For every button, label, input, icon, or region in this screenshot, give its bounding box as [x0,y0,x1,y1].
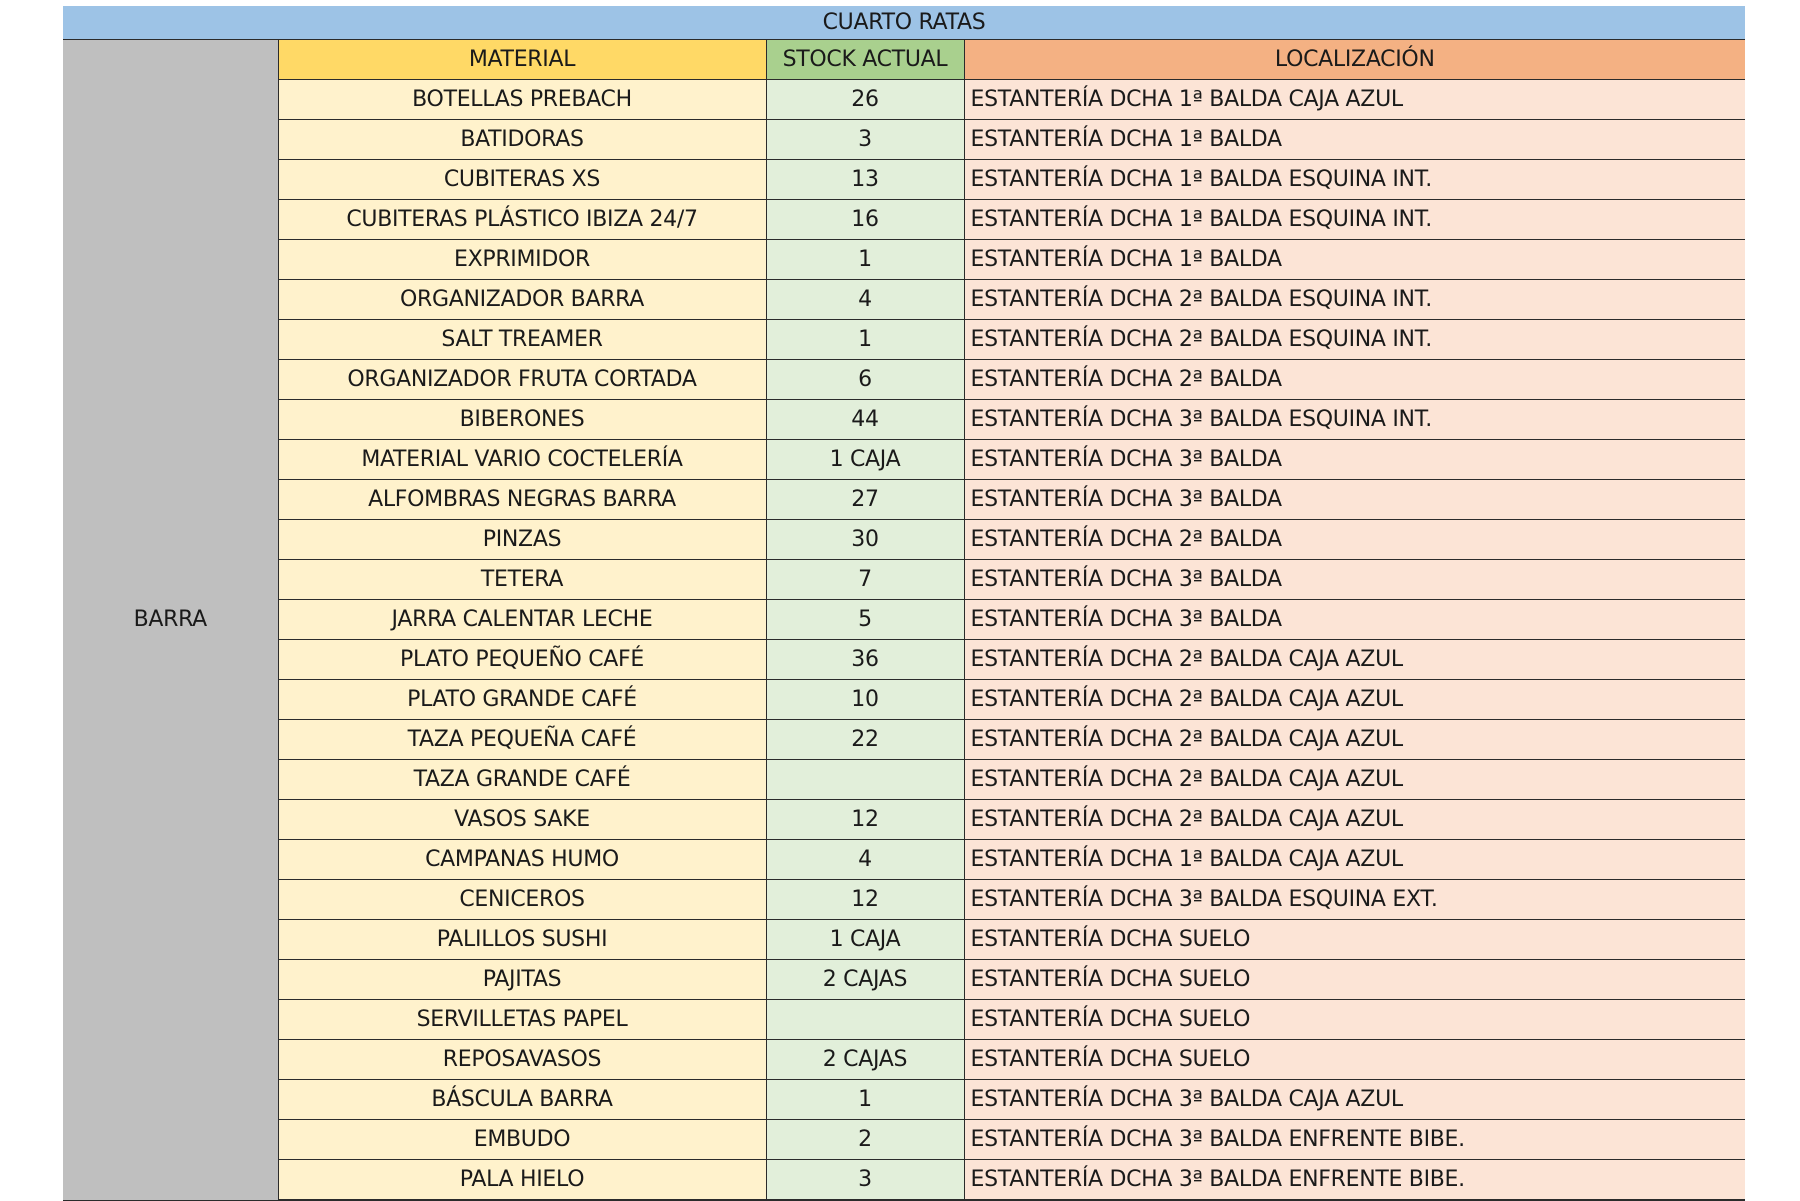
material-cell[interactable]: TAZA PEQUEÑA CAFÉ [278,720,766,760]
material-cell[interactable]: CUBITERAS XS [278,160,766,200]
material-cell[interactable]: MATERIAL VARIO COCTELERÍA [278,440,766,480]
stock-cell[interactable]: 13 [766,160,964,200]
table-row [63,800,1745,840]
stock-cell[interactable]: 4 [766,280,964,320]
location-cell[interactable]: ESTANTERÍA DCHA 1ª BALDA ESQUINA INT. [964,200,1745,240]
stock-cell[interactable]: 2 CAJAS [766,1040,964,1080]
material-cell[interactable]: PALA HIELO [278,1160,766,1201]
location-cell[interactable]: ESTANTERÍA DCHA 1ª BALDA CAJA AZUL [964,80,1745,120]
table-row [63,840,1745,880]
table-row [63,320,1745,360]
stock-cell[interactable]: 27 [766,480,964,520]
location-cell[interactable]: ESTANTERÍA DCHA 1ª BALDA CAJA AZUL [964,840,1745,880]
location-cell[interactable]: ESTANTERÍA DCHA 3ª BALDA ESQUINA INT. [964,400,1745,440]
location-cell[interactable]: ESTANTERÍA DCHA 1ª BALDA ESQUINA INT. [964,160,1745,200]
location-cell[interactable]: ESTANTERÍA DCHA 2ª BALDA CAJA AZUL [964,760,1745,800]
stock-cell[interactable]: 7 [766,560,964,600]
stock-cell[interactable]: 1 [766,1080,964,1120]
location-cell[interactable]: ESTANTERÍA DCHA 2ª BALDA [964,360,1745,400]
material-cell[interactable]: ORGANIZADOR FRUTA CORTADA [278,360,766,400]
material-cell[interactable]: PALILLOS SUSHI [278,920,766,960]
material-cell[interactable]: CAMPANAS HUMO [278,840,766,880]
location-cell[interactable]: ESTANTERÍA DCHA SUELO [964,920,1745,960]
location-cell[interactable]: ESTANTERÍA DCHA 3ª BALDA ENFRENTE BIBE. [964,1160,1745,1201]
location-cell[interactable]: ESTANTERÍA DCHA 3ª BALDA [964,560,1745,600]
material-cell[interactable]: REPOSAVASOS [278,1040,766,1080]
stock-cell[interactable]: 6 [766,360,964,400]
inventory-table [63,6,1745,1201]
table-row [63,560,1745,600]
stock-cell[interactable]: 30 [766,520,964,560]
stock-cell[interactable]: 12 [766,800,964,840]
stock-cell[interactable]: 22 [766,720,964,760]
material-cell[interactable]: BOTELLAS PREBACH [278,80,766,120]
location-cell[interactable]: ESTANTERÍA DCHA 3ª BALDA ESQUINA EXT. [964,880,1745,920]
stock-cell[interactable]: 36 [766,640,964,680]
stock-cell[interactable]: 44 [766,400,964,440]
stock-cell[interactable]: 12 [766,880,964,920]
location-cell[interactable]: ESTANTERÍA DCHA SUELO [964,1040,1745,1080]
material-cell[interactable]: VASOS SAKE [278,800,766,840]
location-cell[interactable]: ESTANTERÍA DCHA 3ª BALDA ENFRENTE BIBE. [964,1120,1745,1160]
table-row [63,1120,1745,1160]
material-cell[interactable]: BÁSCULA BARRA [278,1080,766,1120]
header-location[interactable]: LOCALIZACIÓN [964,40,1745,80]
location-cell[interactable]: ESTANTERÍA DCHA 3ª BALDA [964,600,1745,640]
table-row [63,1040,1745,1080]
table-row [63,240,1745,280]
location-cell[interactable]: ESTANTERÍA DCHA 1ª BALDA [964,240,1745,280]
table-row [63,400,1745,440]
section-label[interactable]: BARRA [63,40,278,1201]
material-cell[interactable]: JARRA CALENTAR LECHE [278,600,766,640]
table-row [63,520,1745,560]
material-cell[interactable]: SERVILLETAS PAPEL [278,1000,766,1040]
stock-cell[interactable]: 1 CAJA [766,440,964,480]
table-row [63,1160,1745,1201]
table-row [63,440,1745,480]
material-cell[interactable]: TAZA GRANDE CAFÉ [278,760,766,800]
material-cell[interactable]: CUBITERAS PLÁSTICO IBIZA 24/7 [278,200,766,240]
stock-cell[interactable]: 1 [766,240,964,280]
stock-cell[interactable]: 1 [766,320,964,360]
table-row [63,120,1745,160]
material-cell[interactable]: PINZAS [278,520,766,560]
location-cell[interactable]: ESTANTERÍA DCHA 2ª BALDA ESQUINA INT. [964,320,1745,360]
title-row [63,6,1745,40]
table-row [63,680,1745,720]
location-cell[interactable]: ESTANTERÍA DCHA 3ª BALDA CAJA AZUL [964,1080,1745,1120]
table-row [63,760,1745,800]
location-cell[interactable]: ESTANTERÍA DCHA 2ª BALDA CAJA AZUL [964,640,1745,680]
table-row [63,920,1745,960]
location-cell[interactable]: ESTANTERÍA DCHA 2ª BALDA CAJA AZUL [964,720,1745,760]
stock-cell[interactable]: 3 [766,120,964,160]
table-row [63,360,1745,400]
location-cell[interactable]: ESTANTERÍA DCHA 2ª BALDA [964,520,1745,560]
location-cell[interactable]: ESTANTERÍA DCHA 2ª BALDA ESQUINA INT. [964,280,1745,320]
location-cell[interactable]: ESTANTERÍA DCHA 3ª BALDA [964,480,1745,520]
material-cell[interactable]: ORGANIZADOR BARRA [278,280,766,320]
table-row [63,960,1745,1000]
header-material[interactable]: MATERIAL [278,40,766,80]
table-row [63,200,1745,240]
stock-cell[interactable]: 26 [766,80,964,120]
stock-cell[interactable]: 16 [766,200,964,240]
stock-cell[interactable] [766,760,964,800]
material-cell[interactable]: CENICEROS [278,880,766,920]
stock-cell[interactable]: 10 [766,680,964,720]
material-cell[interactable]: BATIDORAS [278,120,766,160]
stock-cell[interactable]: 3 [766,1160,964,1201]
location-cell[interactable]: ESTANTERÍA DCHA 2ª BALDA CAJA AZUL [964,680,1745,720]
material-cell[interactable]: SALT TREAMER [278,320,766,360]
material-cell[interactable]: EMBUDO [278,1120,766,1160]
sheet-title[interactable]: CUARTO RATAS [63,6,1745,40]
stock-cell[interactable]: 4 [766,840,964,880]
material-cell[interactable]: PLATO PEQUEÑO CAFÉ [278,640,766,680]
stock-cell[interactable] [766,1000,964,1040]
material-cell[interactable]: TETERA [278,560,766,600]
table-row [63,1080,1745,1120]
header-row [63,40,1745,80]
table-row [63,80,1745,120]
stock-cell[interactable]: 2 [766,1120,964,1160]
location-cell[interactable]: ESTANTERÍA DCHA 2ª BALDA CAJA AZUL [964,800,1745,840]
table-row [63,880,1745,920]
material-cell[interactable]: EXPRIMIDOR [278,240,766,280]
location-cell[interactable]: ESTANTERÍA DCHA 3ª BALDA [964,440,1745,480]
stock-cell[interactable]: 1 CAJA [766,920,964,960]
table-row [63,160,1745,200]
table-row [63,280,1745,320]
table-row [63,1000,1745,1040]
table-row [63,600,1745,640]
location-cell[interactable]: ESTANTERÍA DCHA SUELO [964,1000,1745,1040]
material-cell[interactable]: PAJITAS [278,960,766,1000]
material-cell[interactable]: PLATO GRANDE CAFÉ [278,680,766,720]
stock-cell[interactable]: 2 CAJAS [766,960,964,1000]
table-row [63,640,1745,680]
material-cell[interactable]: ALFOMBRAS NEGRAS BARRA [278,480,766,520]
header-stock[interactable]: STOCK ACTUAL [766,40,964,80]
stock-cell[interactable]: 5 [766,600,964,640]
table-row [63,480,1745,520]
material-cell[interactable]: BIBERONES [278,400,766,440]
location-cell[interactable]: ESTANTERÍA DCHA SUELO [964,960,1745,1000]
table-row [63,720,1745,760]
location-cell[interactable]: ESTANTERÍA DCHA 1ª BALDA [964,120,1745,160]
